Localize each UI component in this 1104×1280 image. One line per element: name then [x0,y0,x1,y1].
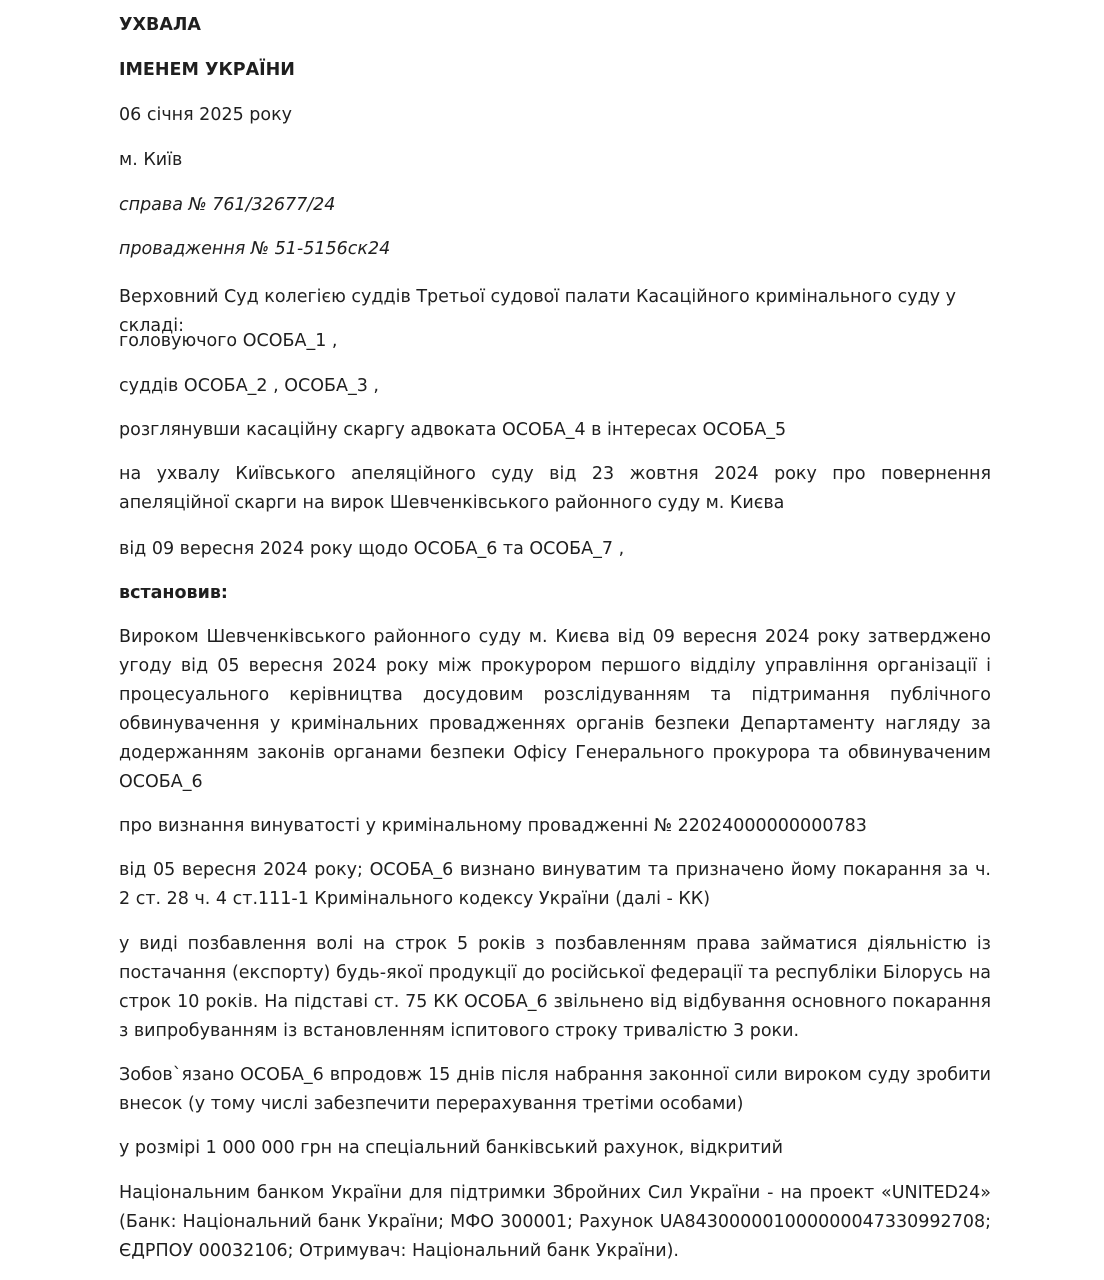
document-subheading: ІМЕНЕМ УКРАЇНИ [119,60,295,80]
established-heading: встановив: [119,583,228,603]
body-paragraph: від 05 вересня 2024 року; ОСОБА_6 визнано винуватим та призначено йому покарання за ч. 2 ст. 28 ч. 4 ст.111-1 Кримінального кодексу України (далі - КК) [119,860,991,909]
verdict-dated: від 09 вересня 2024 року щодо ОСОБА_6 та ОСОБА_7 , [119,539,625,559]
presiding-judge: головуючого ОСОБА_1 , [119,331,338,351]
panel-judges: суддів ОСОБА_2 , ОСОБА_3 , [119,376,379,396]
case-number: справа № 761/32677/24 [119,195,336,215]
body-paragraph: про визнання винуватості у кримінальному провадженні № 22024000000000783 [119,816,867,836]
court-intro: Верховний Суд колегією суддів Третьої судової палати Касаційного кримінального суду у складі: [119,287,956,336]
document-date: 06 січня 2025 року [119,105,293,125]
document-city: м. Київ [119,150,183,170]
body-paragraph: у виді позбавлення волі на строк 5 років з позбавленням права займатися діяльністю із постачання (експорту) будь-якої продукції до російської федерації та республіки Білорусь на строк 10 років. На підставі ст. 75 КК ОСОБА_6 звільнено від відбування основного покарання з випробуванням із встановленням іспитового строку тривалістю 3 роки. [119,934,991,1041]
body-paragraph: у розмірі 1 000 000 грн на спеціальний банківський рахунок, відкритий [119,1138,784,1158]
on-ruling: на ухвалу Київського апеляційного суду від 23 жовтня 2024 року про повернення апеляційної скарги на вирок Шевченківського районного суду м. Києва [119,464,991,513]
proceeding-number: провадження № 51-5156ск24 [119,239,391,259]
considered-appeal: розглянувши касаційну скаргу адвоката ОСОБА_4 в інтересах ОСОБА_5 [119,420,787,440]
body-paragraph: Вироком Шевченківського районного суду м. Києва від 09 вересня 2024 року затверджено угоду від 05 вересня 2024 року між прокурором першого відділу управління організації і процесуального керівництва досудовим розслідуванням та підтримання публічного обвинувачення у кримінальних провадженнях органів безпеки Департаменту нагляду за додержанням законів органами безпеки Офісу Генерального прокурора та обвинуваченим ОСОБА_6 [119,627,991,792]
body-paragraph: Зобов`язано ОСОБА_6 впродовж 15 днів після набрання законної сили вироком суду зробити внесок (у тому числі забезпечити перерахування третіми особами) [119,1065,991,1114]
body-paragraph: Національним банком України для підтримки Збройних Сил України - на проект «UNITED24» (Банк: Національний банк України; МФО 300001; Рахунок UA843000001000000047330992708; ЄДРПОУ 00032106; Отримувач: Національний банк України). [119,1183,991,1261]
document-heading: УХВАЛА [119,15,201,35]
